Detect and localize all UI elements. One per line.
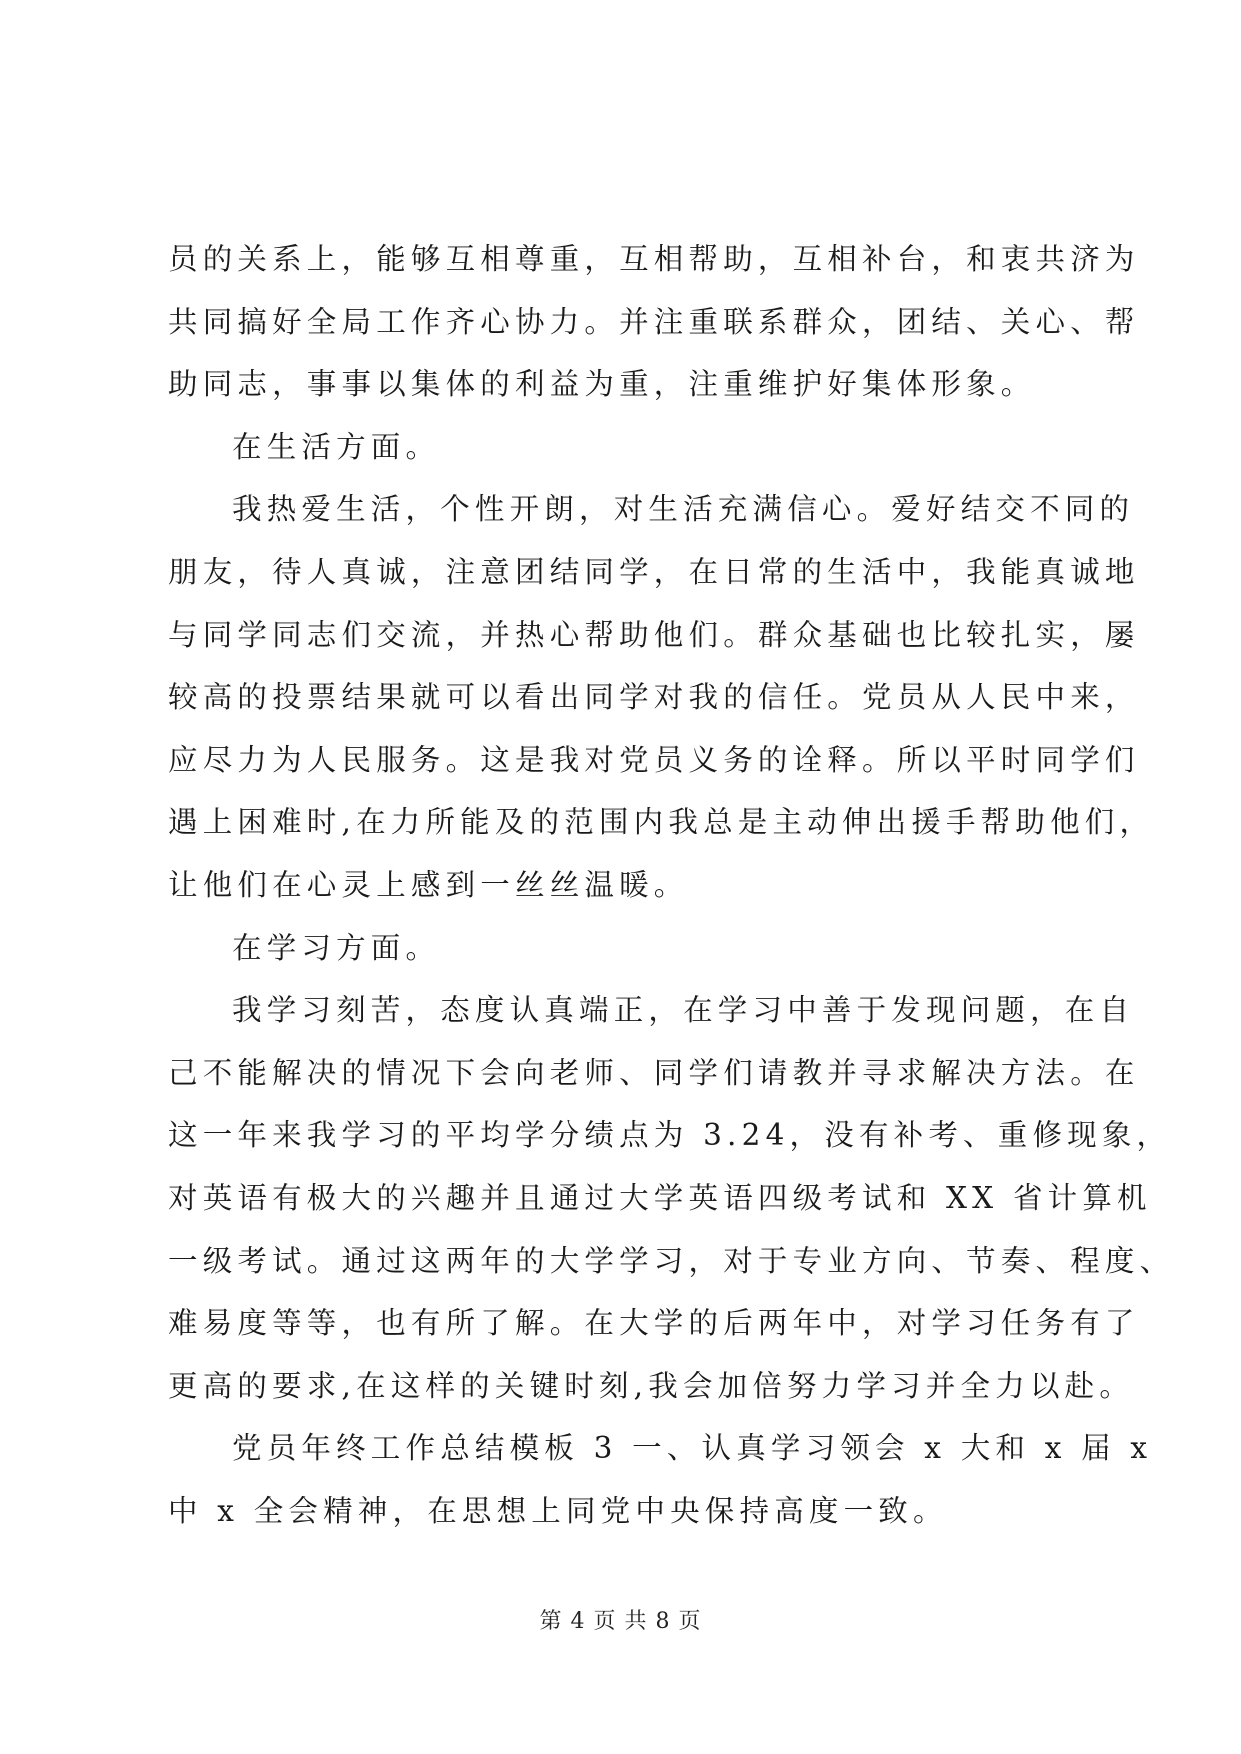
text-line: 这一年来我学习的平均学分绩点为 3.24，没有补考、重修现象，	[168, 1118, 1172, 1153]
text-line: 朋友，待人真诚，注意团结同学，在日常的生活中，我能真诚地	[168, 554, 1140, 589]
text-line: 助同志，事事以集体的利益为重，注重维护好集体形象。	[168, 367, 1036, 402]
section-heading-study: 在学习方面。	[232, 930, 441, 965]
text-line: 更高的要求,在这样的关键时刻,我会加倍努力学习并全力以赴。	[168, 1368, 1135, 1403]
section-heading-life: 在生活方面。	[232, 429, 441, 464]
text-line: 对英语有极大的兴趣并且通过大学英语四级考试和 XX 省计算机	[168, 1180, 1152, 1215]
body-text	[168, 228, 1175, 1542]
page-number-footer: 第 4 页 共 8 页	[539, 1609, 702, 1634]
text-line: 难易度等等，也有所了解。在大学的后两年中，对学习任务有了	[168, 1306, 1140, 1341]
paragraph-start: 我热爱生活，个性开朗，对生活充满信心。爱好结交不同的	[232, 492, 1135, 527]
paragraph-start: 党员年终工作总结模板 3 一、认真学习领会 x 大和 x 届 x	[232, 1431, 1153, 1466]
text-line: 让他们在心灵上感到一丝丝温暖。	[168, 867, 689, 902]
text-line: 中 x 全会精神，在思想上同党中央保持高度一致。	[168, 1493, 948, 1528]
text-line: 应尽力为人民服务。这是我对党员义务的诠释。所以平时同学们	[168, 742, 1140, 777]
text-line: 一级考试。通过这两年的大学学习，对于专业方向、节奏、程度、	[168, 1243, 1175, 1278]
text-line: 遇上困难时,在力所能及的范围内我总是主动伸出援手帮助他们，	[168, 805, 1155, 840]
text-line: 己不能解决的情况下会向老师、同学们请教并寻求解决方法。在	[168, 1055, 1140, 1090]
text-line: 员的关系上，能够互相尊重，互相帮助，互相补台，和衷共济为	[168, 242, 1140, 276]
text-line: 较高的投票结果就可以看出同学对我的信任。党员从人民中来，	[168, 680, 1140, 715]
text-line: 共同搞好全局工作齐心协力。并注重联系群众，团结、关心、帮	[168, 304, 1140, 339]
paragraph-start: 我学习刻苦，态度认真端正，在学习中善于发现问题，在自	[232, 993, 1135, 1028]
text-line: 与同学同志们交流，并热心帮助他们。群众基础也比较扎实，屡	[168, 617, 1140, 652]
